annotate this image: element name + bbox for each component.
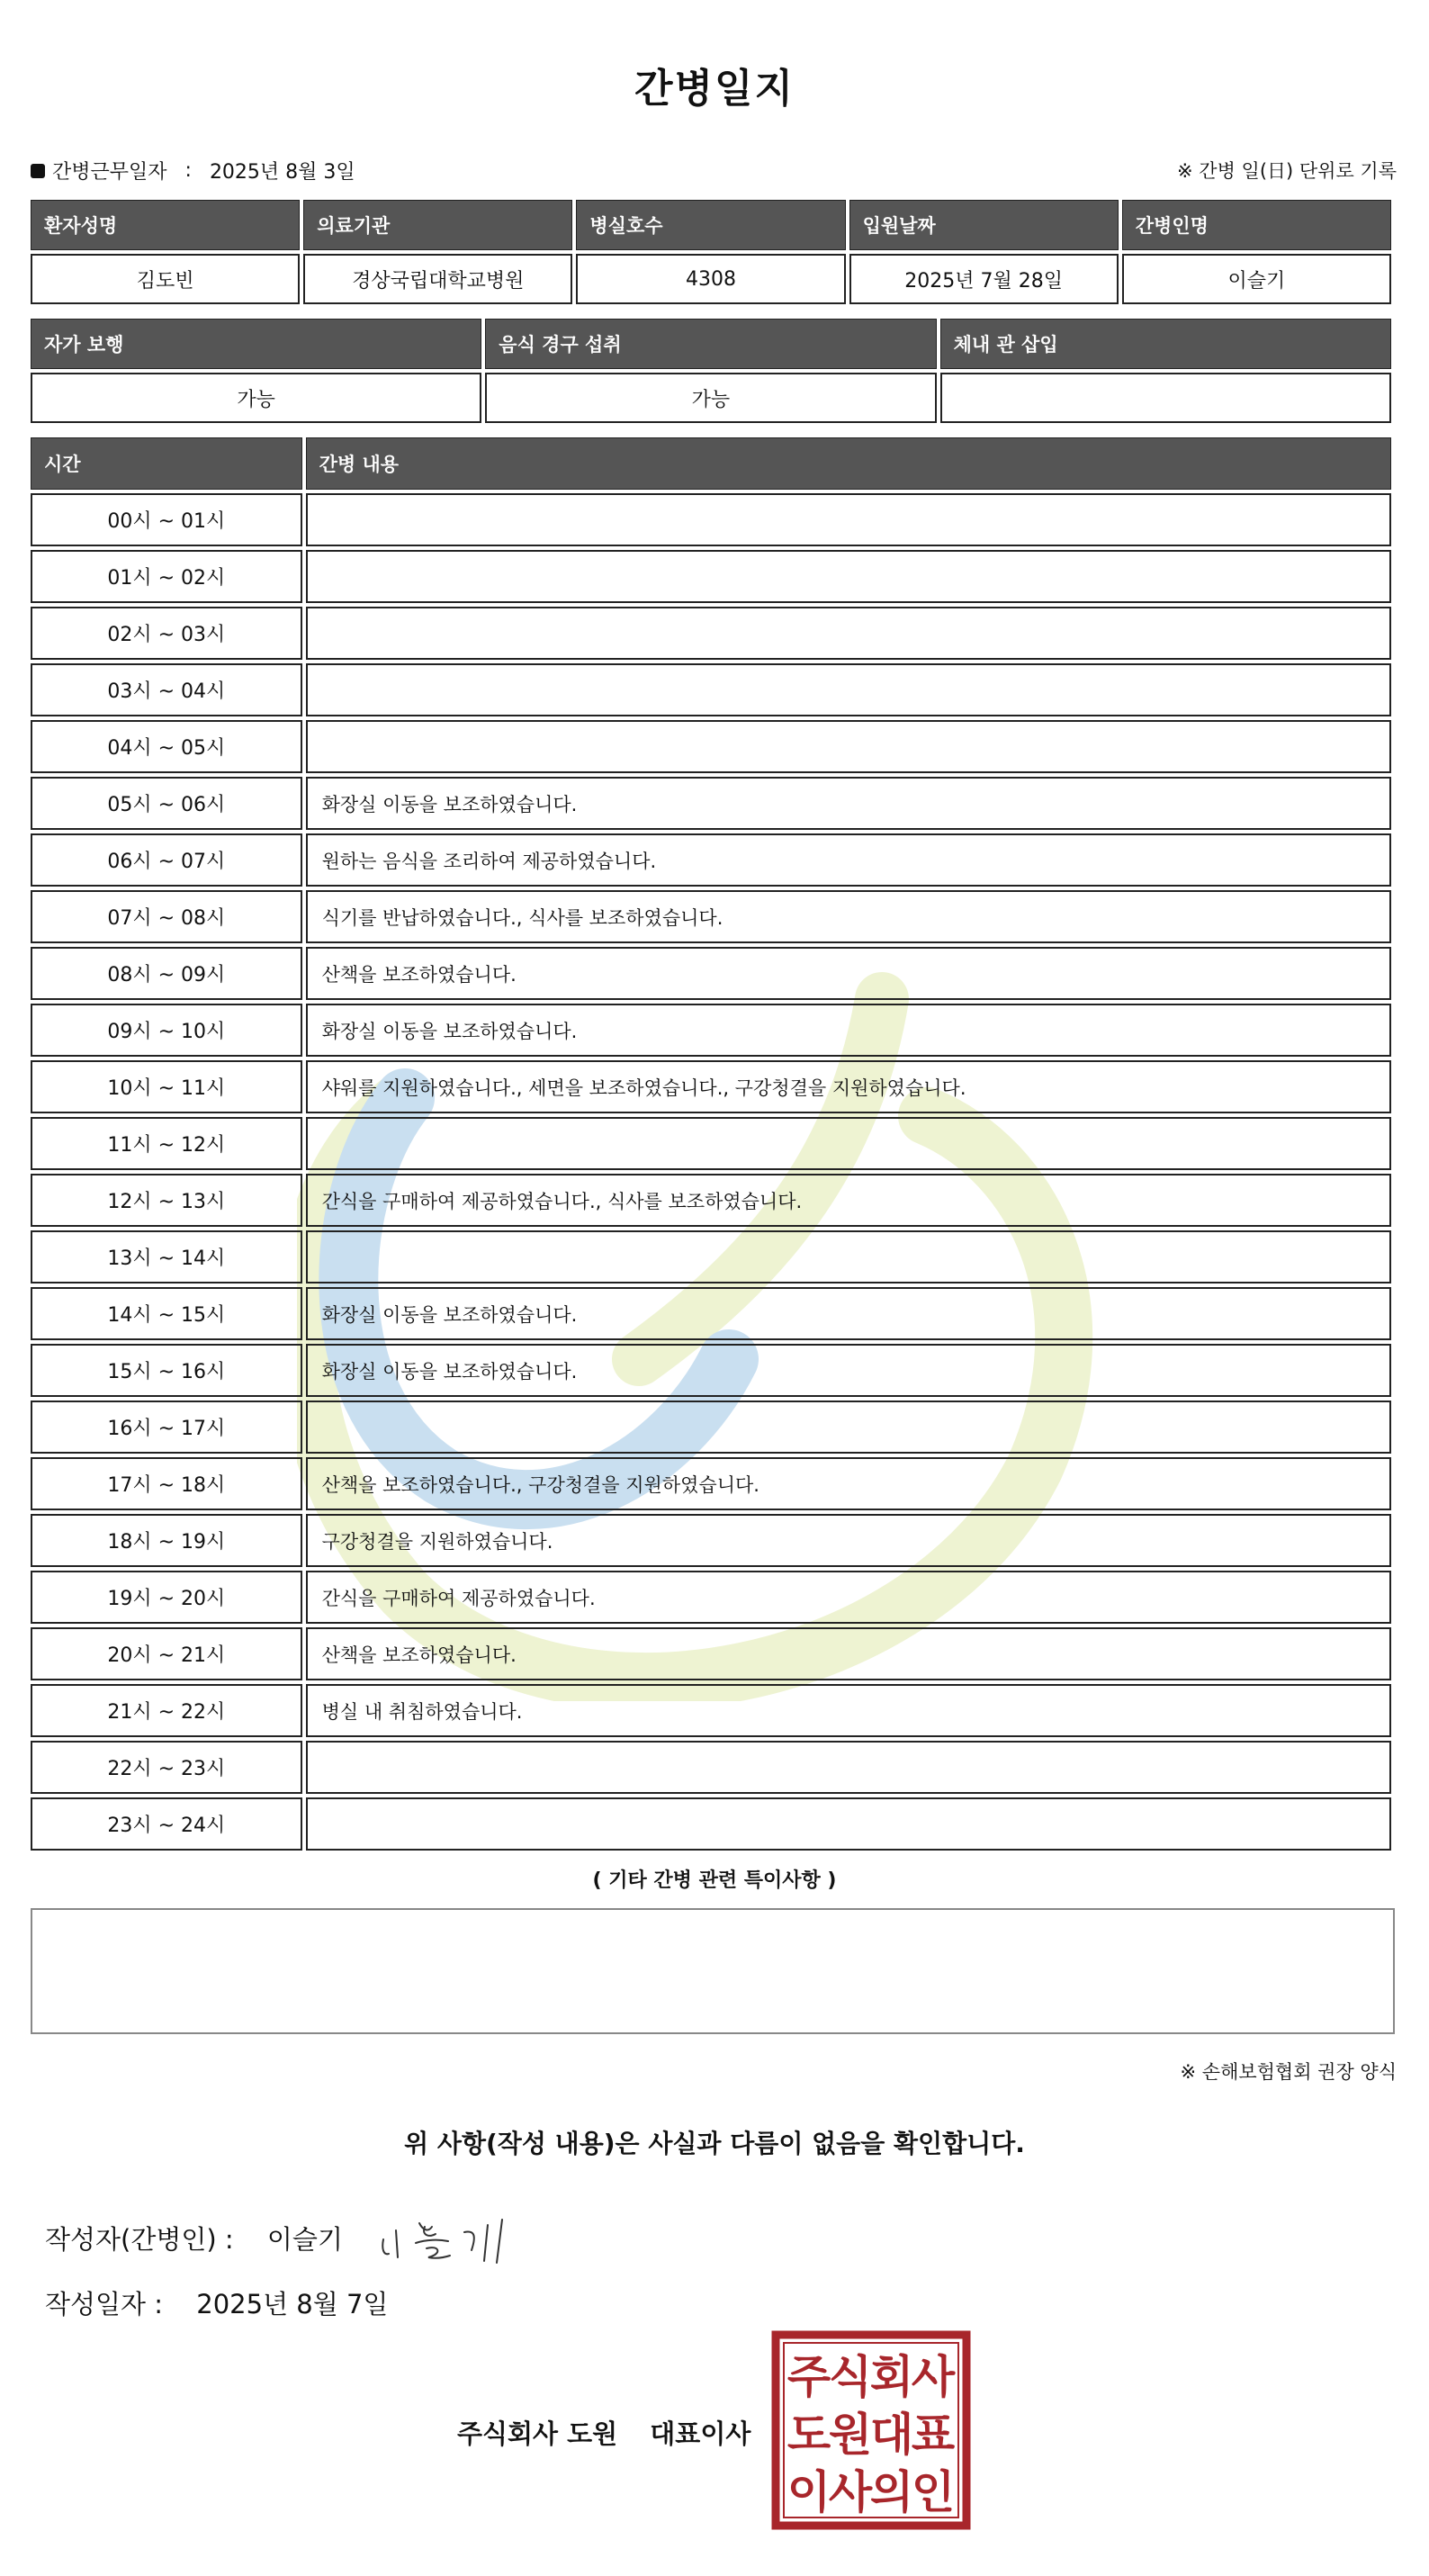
hour-row <box>31 1741 1391 1794</box>
hour-time: 21시 ~ 22시 <box>31 1684 302 1737</box>
hour-content <box>306 1117 1391 1170</box>
hour-time: 18시 ~ 19시 <box>31 1514 302 1567</box>
hour-time: 09시 ~ 10시 <box>31 1004 302 1057</box>
hour-row <box>31 1287 1391 1340</box>
oral-intake-value: 가능 <box>485 373 936 423</box>
hour-row <box>31 1684 1391 1737</box>
ability-value-row <box>31 373 1391 423</box>
hour-content: 샤워를 지원하였습니다., 세면을 보조하였습니다., 구강청결을 지원하였습니다. <box>306 1060 1391 1113</box>
hour-content: 화장실 이동을 보조하였습니다. <box>306 1344 1391 1397</box>
seal-char: 표 <box>911 2409 956 2461</box>
hour-row <box>31 1401 1391 1454</box>
hour-content: 간식을 구매하여 제공하였습니다. <box>306 1571 1391 1624</box>
header-admission-date: 입원날짜 <box>849 200 1119 250</box>
seal-char: 회 <box>869 2351 914 2403</box>
hour-content <box>306 550 1391 603</box>
writer-name: 이슬기 <box>266 2224 343 2255</box>
work-date <box>31 157 355 185</box>
hour-content <box>306 1741 1391 1794</box>
hour-row <box>31 1230 1391 1283</box>
seal-char: 이 <box>786 2466 831 2518</box>
hour-content <box>306 607 1391 660</box>
hour-time: 22시 ~ 23시 <box>31 1741 302 1794</box>
seal-char: 사 <box>828 2466 873 2518</box>
hour-row <box>31 833 1391 887</box>
hour-row <box>31 607 1391 660</box>
hour-row <box>31 1344 1391 1397</box>
header-hospital: 의료기관 <box>303 200 572 250</box>
hour-content: 원하는 음식을 조리하여 제공하였습니다. <box>306 833 1391 887</box>
caregiver-name: 이슬기 <box>1122 254 1391 304</box>
hour-time: 01시 ~ 02시 <box>31 550 302 603</box>
hour-content: 화장실 이동을 보조하였습니다. <box>306 777 1391 830</box>
hour-time: 15시 ~ 16시 <box>31 1344 302 1397</box>
hour-time: 17시 ~ 18시 <box>31 1457 302 1510</box>
hour-content <box>306 720 1391 773</box>
header-room: 병실호수 <box>576 200 845 250</box>
hour-time: 00시 ~ 01시 <box>31 493 302 546</box>
hour-content: 간식을 구매하여 제공하였습니다., 식사를 보조하였습니다. <box>306 1174 1391 1227</box>
hour-time: 23시 ~ 24시 <box>31 1797 302 1851</box>
hour-row <box>31 1457 1391 1510</box>
hour-time: 07시 ~ 08시 <box>31 890 302 943</box>
hour-row <box>31 1514 1391 1567</box>
hourly-care-table <box>27 434 1395 1854</box>
hour-row <box>31 947 1391 1000</box>
hour-content <box>306 663 1391 716</box>
hour-row <box>31 663 1391 716</box>
hour-time: 02시 ~ 03시 <box>31 607 302 660</box>
work-date-sep: : <box>184 159 192 182</box>
hour-content: 구강청결을 지원하였습니다. <box>306 1514 1391 1567</box>
header-patient-name: 환자성명 <box>31 200 300 250</box>
patient-info-table <box>27 196 1395 308</box>
header-content: 간병 내용 <box>306 437 1391 490</box>
hour-content: 산책을 보조하였습니다. <box>306 1627 1391 1680</box>
hour-content: 식기를 반납하였습니다., 식사를 보조하였습니다. <box>306 890 1391 943</box>
seal-char: 의 <box>869 2466 914 2518</box>
company-seal-stamp <box>770 2329 972 2531</box>
hour-time: 05시 ~ 06시 <box>31 777 302 830</box>
special-notes-box <box>31 1908 1395 2034</box>
hour-content <box>306 493 1391 546</box>
hour-time: 08시 ~ 09시 <box>31 947 302 1000</box>
confirm-statement: 위 사항(작성 내용)은 사실과 다름이 없음을 확인합니다. <box>404 2129 1025 2158</box>
room-number: 4308 <box>576 254 845 304</box>
walking-value: 가능 <box>31 373 481 423</box>
hour-time: 19시 ~ 20시 <box>31 1571 302 1624</box>
patient-name: 김도빈 <box>31 254 300 304</box>
hour-content: 산책을 보조하였습니다. <box>306 947 1391 1000</box>
header-oral-intake: 음식 경구 섭취 <box>485 319 936 369</box>
hour-content: 화장실 이동을 보조하였습니다. <box>306 1287 1391 1340</box>
ability-header-row <box>31 319 1391 369</box>
hour-row <box>31 1060 1391 1113</box>
hour-time: 11시 ~ 12시 <box>31 1117 302 1170</box>
hour-time: 12시 ~ 13시 <box>31 1174 302 1227</box>
company-title: 대표이사 <box>650 2418 751 2449</box>
seal-char: 도 <box>786 2409 831 2461</box>
handwritten-signature <box>376 2203 529 2268</box>
header-caregiver: 간병인명 <box>1122 200 1391 250</box>
seal-char: 인 <box>911 2466 956 2518</box>
seal-char: 사 <box>911 2351 956 2403</box>
hour-content <box>306 1797 1391 1851</box>
hour-content: 산책을 보조하였습니다., 구강청결을 지원하였습니다. <box>306 1457 1391 1510</box>
hour-row <box>31 493 1391 546</box>
patient-header-row <box>31 200 1391 250</box>
hospital-name: 경상국립대학교병원 <box>303 254 572 304</box>
hour-time: 13시 ~ 14시 <box>31 1230 302 1283</box>
hour-time: 04시 ~ 05시 <box>31 720 302 773</box>
header-time: 시간 <box>31 437 302 490</box>
seal-char: 주 <box>786 2351 831 2403</box>
written-date-label: 작성일자 : <box>45 2289 164 2319</box>
writer-label: 작성자(간병인) : <box>45 2224 234 2255</box>
special-notes-caption: ( 기타 간병 관련 특이사항 ) <box>592 1869 837 1892</box>
hour-content: 병실 내 취침하였습니다. <box>306 1684 1391 1737</box>
header-tube: 체내 관 삽입 <box>940 319 1391 369</box>
record-unit-note: ※ 간병 일(日) 단위로 기록 <box>1177 160 1397 182</box>
written-date-value: 2025년 8월 7일 <box>196 2289 389 2319</box>
hour-time: 03시 ~ 04시 <box>31 663 302 716</box>
page-title: 간병일지 <box>634 66 795 112</box>
work-date-label: 간병근무일자 <box>52 161 167 184</box>
hour-row <box>31 1627 1391 1680</box>
hour-row <box>31 1174 1391 1227</box>
recommend-note: ※ 손해보험협회 권장 양식 <box>1180 2061 1397 2083</box>
hour-row <box>31 550 1391 603</box>
hour-row <box>31 1797 1391 1851</box>
seal-char: 식 <box>828 2351 873 2403</box>
hour-row <box>31 1004 1391 1057</box>
hour-row <box>31 890 1391 943</box>
patient-value-row <box>31 254 1391 304</box>
seal-char: 원 <box>828 2409 873 2461</box>
hour-row <box>31 777 1391 830</box>
header-walking: 자가 보행 <box>31 319 481 369</box>
hour-row <box>31 1571 1391 1624</box>
writer-line <box>45 2220 343 2256</box>
hour-content <box>306 1401 1391 1454</box>
tube-value <box>940 373 1391 423</box>
ability-table <box>27 315 1395 427</box>
hour-row <box>31 1117 1391 1170</box>
hour-content: 화장실 이동을 보조하였습니다. <box>306 1004 1391 1057</box>
bullet-square-icon <box>31 164 45 178</box>
hour-time: 20시 ~ 21시 <box>31 1627 302 1680</box>
hourly-header-row <box>31 437 1391 490</box>
hour-content <box>306 1230 1391 1283</box>
hour-time: 16시 ~ 17시 <box>31 1401 302 1454</box>
hour-row <box>31 720 1391 773</box>
hour-time: 06시 ~ 07시 <box>31 833 302 887</box>
company-name: 주식회사 도원 <box>457 2418 618 2449</box>
hour-time: 14시 ~ 15시 <box>31 1287 302 1340</box>
admission-date: 2025년 7월 28일 <box>849 254 1119 304</box>
seal-char: 대 <box>869 2409 914 2461</box>
hour-time: 10시 ~ 11시 <box>31 1060 302 1113</box>
company-line <box>457 2414 750 2451</box>
work-date-value: 2025년 8월 3일 <box>209 161 355 184</box>
written-date-line <box>45 2284 388 2321</box>
